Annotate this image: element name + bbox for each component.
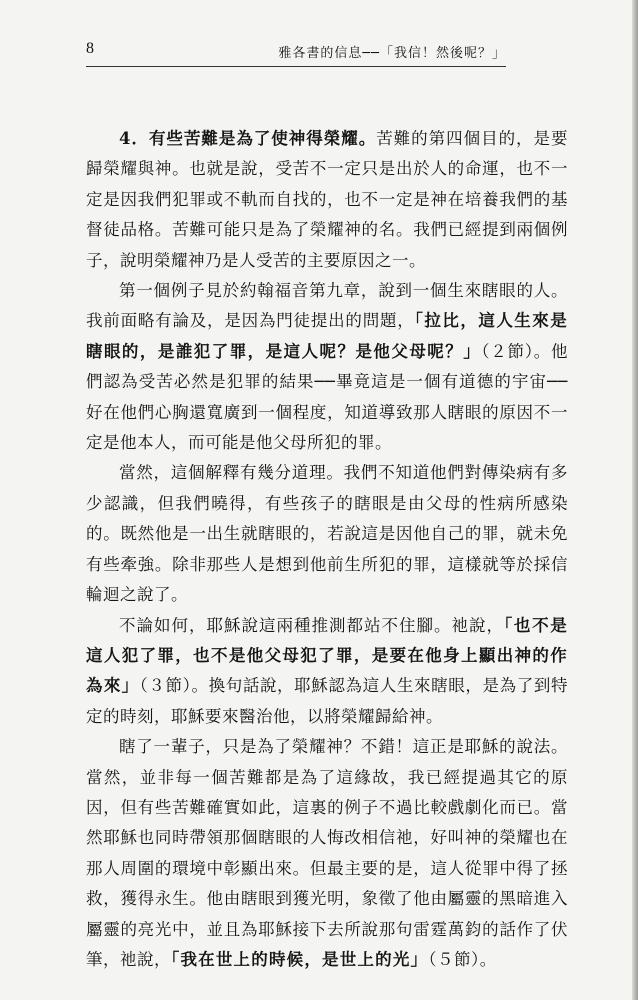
- scripture-quote-2: 「也不是這人犯了罪，也不是他父母犯了罪，是要在他身上顯出神的作為來」: [86, 615, 568, 696]
- paragraph-5-after: （５節）。: [428, 949, 497, 969]
- body-text: [86, 124, 568, 975]
- paragraph-1: [86, 124, 568, 276]
- page-number: 8: [86, 40, 94, 57]
- page-edge: [632, 0, 638, 1000]
- paragraph-5: [86, 732, 568, 975]
- paragraph-4-after: （３節）。換句話說，耶穌認為這人生來瞎眼，是為了到特定的時刻，耶穌要來醫治他，以將榮耀歸給神。: [86, 676, 568, 726]
- paragraph-4-before: 不論如何，耶穌說這兩種推測都站不住腳。祂說，: [119, 615, 504, 635]
- paragraph-3: [86, 458, 568, 610]
- paragraph-3-text: 當然，這個解釋有幾分道理。我們不知道他們對傳染病有多少認識，但我們曉得，有些孩子的瞎眼是由父母的性病所感染的。既然他是一出生就瞎眼的，若說這是因他自己的罪，就未免有些牽強。除非那些人是想到他前生所犯的罪，這樣就等於採信輪迴之說了。: [86, 463, 568, 605]
- paragraph-1-text: 苦難的第四個目的，是要歸榮耀與神。也就是說，受苦不一定只是出於人的命運，也不一定是因我們犯罪或不軌而自找的，也不一定是神在培養我們的基督徒品格。苦難可能只是為了榮耀神的名。我們已經提到兩個例子，說明榮耀神乃是人受苦的主要原因之一。: [86, 129, 569, 270]
- scripture-quote-1: 「拉比，這人生來是瞎眼的，是誰犯了罪，是這人呢？是他父母呢？」: [86, 311, 568, 361]
- page-header: [86, 40, 506, 67]
- running-title: 雅各書的信息──「我信！然後呢？」: [278, 46, 506, 61]
- paragraph-2: [86, 276, 568, 458]
- paragraph-5-before: 瞎了一輩子，只是為了榮耀神？不錯！這正是耶穌的說法。當然，並非每一個苦難都是為了這緣故，我已經提過其它的原因，但有些苦難確實如此，這裏的例子不過比較戲劇化而已。當然耶穌也同時帶領那個瞎眼的人悔改相信祂，好叫神的榮耀也在那人周圍的環境中彰顯出來。但最主要的是，這人從罪中得了拯救，獲得永生。他由瞎眼到獲光明，象徵了他由屬靈的黑暗進入屬靈的亮光中，並且為耶穌接下去所說那句雷霆萬鈞的話作了伏筆，祂說，: [86, 737, 568, 969]
- section-heading: 4．有些苦難是為了使神得榮耀。: [119, 129, 377, 148]
- paragraph-4: [86, 611, 568, 733]
- paragraph-2-after: （２節）。他們認為受苦必然是犯罪的結果──畢竟這是一個有道德的宇宙──好在他們心胸還寬廣到一個程度，知道導致那人瞎眼的原因不一定是他本人，而可能是他父母所犯的罪。: [86, 341, 569, 453]
- scripture-quote-3: 「我在世上的時候，是世上的光」: [171, 949, 429, 969]
- paragraph-2-before: 第一個例子見於約翰福音第九章，說到一個生來瞎眼的人。我前面略有論及，是因為門徒提出的問題，: [86, 281, 568, 331]
